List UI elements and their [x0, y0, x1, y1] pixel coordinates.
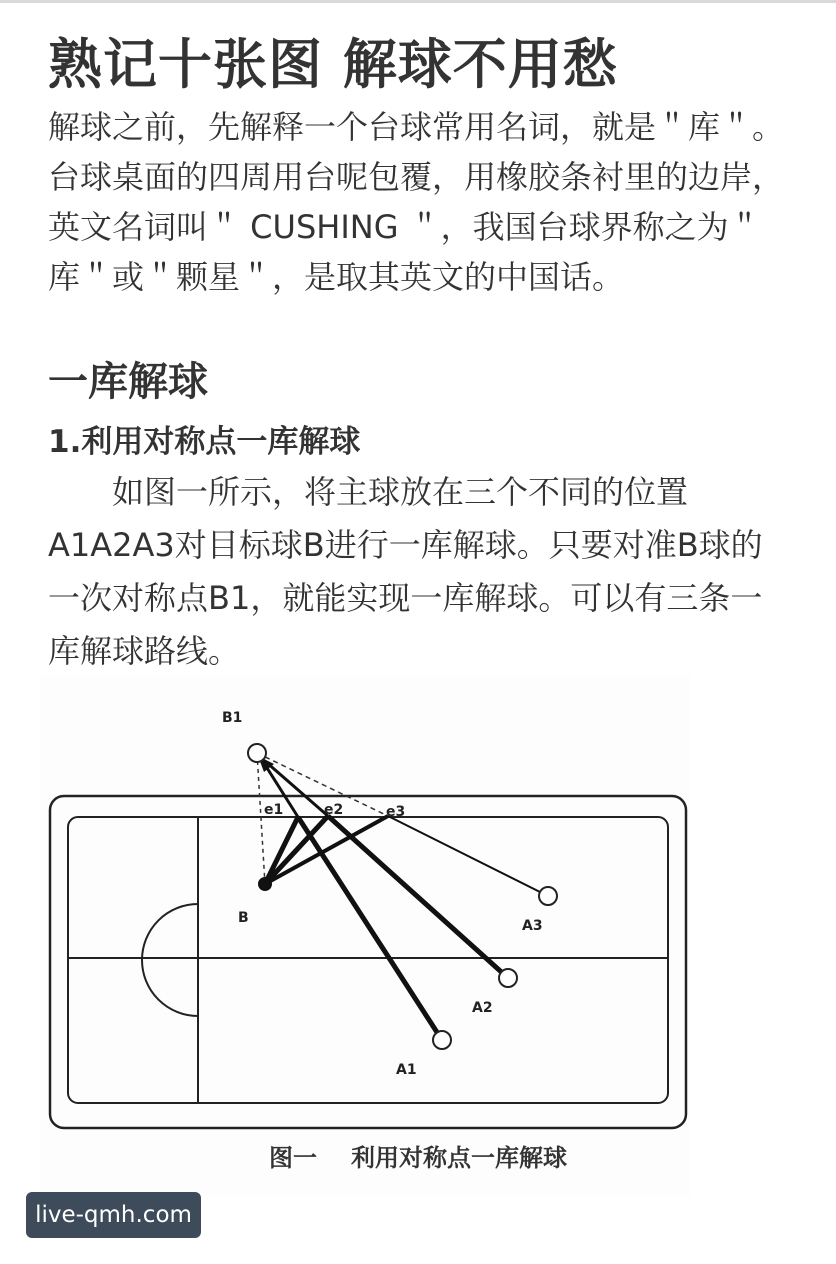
label-a1: A1	[396, 1062, 417, 1078]
label-a3: A3	[522, 918, 543, 934]
label-b: B	[238, 910, 249, 926]
top-divider	[0, 0, 836, 3]
table-inner-cushion	[68, 817, 668, 1103]
dashed-line-b1-b	[257, 753, 265, 884]
label-e2: e2	[324, 802, 344, 818]
figure-caption-number: 图一	[269, 1144, 317, 1172]
figure-one	[40, 676, 690, 1196]
ball-b-target	[259, 878, 271, 890]
ball-a2	[499, 969, 517, 987]
body-paragraph: 如图一所示，将主球放在三个不同的位置A1A2A3对目标球B进行一库解球。只要对准B球的一次对称点B1，就能实现一库解球。可以有三条一库解球路线。	[48, 473, 763, 670]
watermark-badge: live-qmh.com	[26, 1192, 201, 1238]
label-e1: e1	[264, 802, 284, 818]
d-semicircle	[142, 904, 198, 1016]
section-heading: 一库解球	[48, 359, 208, 405]
subsection-heading: 1.利用对称点一库解球	[48, 424, 361, 460]
ball-b1-mirror	[248, 744, 266, 762]
path-a2-e2	[328, 816, 508, 978]
ball-a1	[433, 1031, 451, 1049]
figure-caption-text: 利用对称点一库解球	[351, 1144, 567, 1172]
table-outer-rail	[50, 796, 686, 1128]
page-title: 熟记十张图 解球不用愁	[48, 33, 618, 96]
figure-caption	[0, 1138, 836, 1173]
path-a3-e3	[388, 816, 548, 896]
label-e3: e3	[386, 804, 406, 820]
billiard-table-diagram	[40, 676, 690, 1196]
intro-paragraph: 解球之前，先解释一个台球常用名词，就是＂库＂。台球桌面的四周用台呢包覆，用橡胶条衬里的边岸，英文名词叫＂ CUSHING ＂，我国台球界称之为＂库＂或＂颗星＂，是取其英文的中国话。	[48, 108, 785, 296]
ball-a3	[539, 887, 557, 905]
label-a2: A2	[472, 1000, 493, 1016]
label-b1: B1	[222, 710, 243, 726]
